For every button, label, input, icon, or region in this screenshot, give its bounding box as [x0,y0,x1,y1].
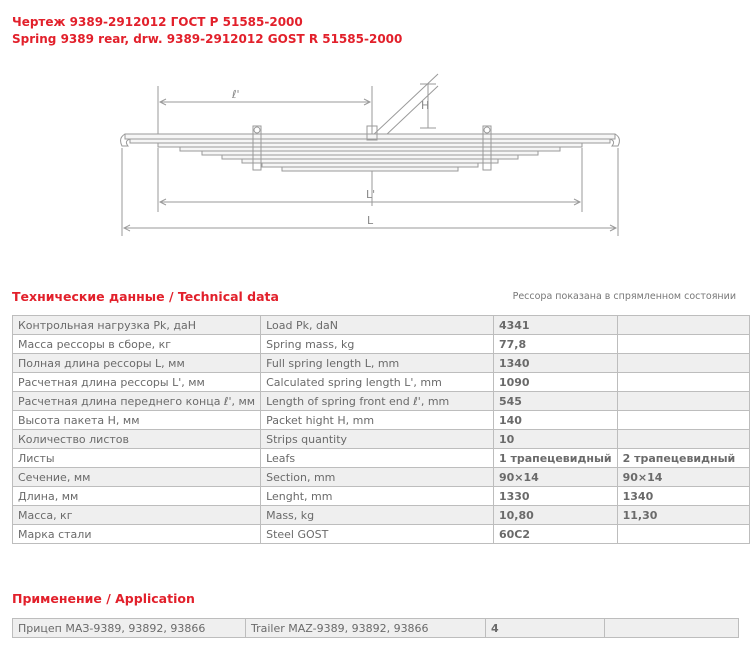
cell-value-1: 77,8 [493,335,617,354]
cell-value-1: 1330 [493,487,617,506]
cell-value-1: 1340 [493,354,617,373]
cell-label-ru: Длина, мм [13,487,261,506]
cell-value-2 [617,525,749,544]
leaf-spring-drawing [110,64,630,244]
cell-label-ru: Масса рессоры в сборе, кг [13,335,261,354]
cell-label-ru: Сечение, мм [13,468,261,487]
cell-value-1: 1 трапецевидный [493,449,617,468]
table-row [13,392,750,411]
table-row [13,411,750,430]
cell-value-1: 10 [493,430,617,449]
table-row [13,468,750,487]
cell-value-2 [617,316,749,335]
cell-label-en: Trailer MAZ-9389, 93892, 93866 [246,619,486,638]
cell-label-ru: Контрольная нагрузка Pk, даН [13,316,261,335]
cell-label-ru: Расчетная длина рессоры L', мм [13,373,261,392]
cell-value-2: 1340 [617,487,749,506]
label-full-length: L [367,214,374,227]
table-row [13,430,750,449]
cell-value-1: 60С2 [493,525,617,544]
cell-value-2 [617,430,749,449]
cell-value-2 [617,373,749,392]
cell-value-1: 140 [493,411,617,430]
cell-value-1: 90×14 [493,468,617,487]
cell-label-ru: Масса, кг [13,506,261,525]
header-title-ru: Чертеж 9389-2912012 ГОСТ Р 51585-2000 [12,15,303,29]
cell-value-2: 90×14 [617,468,749,487]
cell-value-1: 10,80 [493,506,617,525]
cell-label-en: Section, mm [261,468,494,487]
label-calc-length: L' [366,188,376,201]
table-row [13,449,750,468]
table-row [13,619,739,638]
cell-label-en: Lenght, mm [261,487,494,506]
cell-value-2 [617,354,749,373]
cell-value-1: 1090 [493,373,617,392]
cell-label-en: Full spring length L, mm [261,354,494,373]
technical-data-title: Технические данные / Technical data [12,289,279,304]
table-row [13,316,750,335]
drawing-header [12,14,402,48]
label-height: H [421,99,430,112]
cell-label-ru: Прицеп МАЗ-9389, 93892, 93866 [13,619,246,638]
cell-label-ru: Высота пакета H, мм [13,411,261,430]
cell-label-ru: Листы [13,449,261,468]
cell-label-en: Load Pk, daN [261,316,494,335]
cell-value-2: 11,30 [617,506,749,525]
cell-label-en: Calculated spring length L', mm [261,373,494,392]
cell-value-1: 4341 [493,316,617,335]
table-row [13,335,750,354]
header-title-en: Spring 9389 rear, drw. 9389-2912012 GOST R 51585-2000 [12,32,403,46]
table-row [13,373,750,392]
cell-label-en: Length of spring front end ℓ', mm [261,392,494,411]
cell-value-2 [617,411,749,430]
cell-label-en: Leafs [261,449,494,468]
cell-value-1: 545 [493,392,617,411]
table-row [13,506,750,525]
cell-label-en: Spring mass, kg [261,335,494,354]
cell-label-ru: Расчетная длина переднего конца ℓ', мм [13,392,261,411]
cell-label-en: Packet hight H, mm [261,411,494,430]
cell-label-en: Steel GOST [261,525,494,544]
cell-label-en: Mass, kg [261,506,494,525]
table-row [13,354,750,373]
label-front-end: ℓ' [232,88,240,101]
table-row [13,525,750,544]
technical-data-table [12,315,750,544]
cell-value-2 [617,335,749,354]
straightened-note: Рессора показана в спрямленном состоянии [512,291,736,302]
table-row [13,487,750,506]
cell-label-ru: Количество листов [13,430,261,449]
application-title: Применение / Application [12,591,195,606]
cell-value-2 [617,392,749,411]
cell-value-1: 4 [486,619,605,638]
application-table [12,618,739,638]
cell-value-2: 2 трапецевидный [617,449,749,468]
cell-label-ru: Полная длина рессоры L, мм [13,354,261,373]
cell-label-en: Strips quantity [261,430,494,449]
cell-label-ru: Марка стали [13,525,261,544]
cell-value-2 [605,619,739,638]
